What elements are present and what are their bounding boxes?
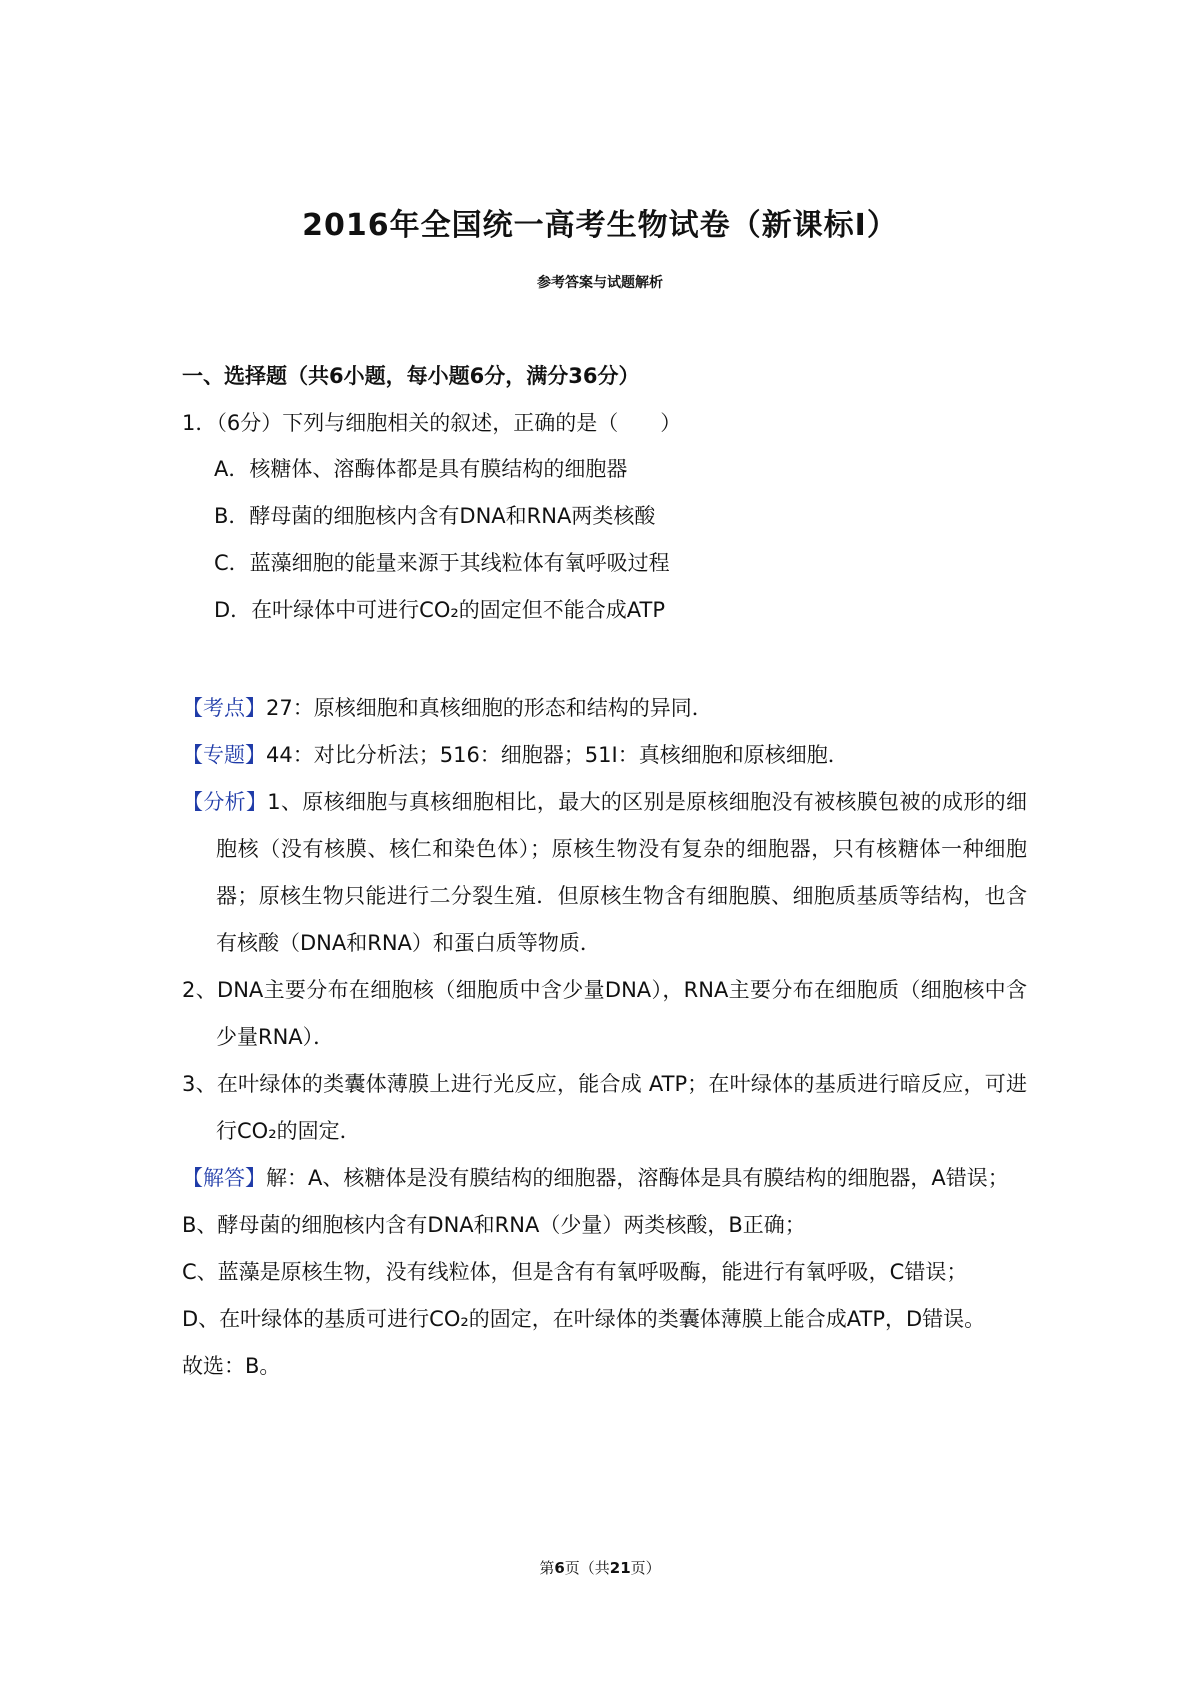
fenxi-text: 1、原核细胞与真核细胞相比，最大的区别是原核细胞没有被核膜包被的成形的细胞核（没有核膜、核仁和染色体）；原核生物没有复杂的细胞器，只有核糖体一种细胞器；原核生物只能进行二分裂生殖．但原核生物含有细胞膜、细胞质基质等结构，也含有核酸（DNA和RNA）和蛋白质等物质． xyxy=(216,790,1027,955)
zhuanti-paragraph xyxy=(182,732,1027,779)
zhuanti-tag: 【专题】 xyxy=(182,743,266,767)
option-d: D．在叶绿体中可进行CO₂的固定但不能合成ATP xyxy=(214,598,666,622)
explanation xyxy=(182,685,1027,1390)
analysis-point-3: 3、在叶绿体的类囊体薄膜上进行光反应，能合成 ATP；在叶绿体的基质进行暗反应，可进行CO₂的固定． xyxy=(182,1072,1027,1143)
footer-total-pages: 21 xyxy=(609,1559,631,1577)
question-options xyxy=(214,446,1059,634)
question-stem: 1．（6分）下列与细胞相关的叙述，正确的是（ ） xyxy=(182,411,682,435)
page-subtitle: 参考答案与试题解析 xyxy=(537,275,663,291)
section-heading: 一、选择题（共6小题，每小题6分，满分36分） xyxy=(182,364,640,388)
option-b: B．酵母菌的细胞核内含有DNA和RNA两类核酸 xyxy=(214,504,656,528)
option-c: C．蓝藻细胞的能量来源于其线粒体有氧呼吸过程 xyxy=(214,551,670,575)
page-title: 2016年全国统一高考生物试卷（新课标Ⅰ） xyxy=(302,208,898,243)
kaodian-text: 27：原核细胞和真核细胞的形态和结构的异同． xyxy=(266,696,713,720)
fenxi-tag: 【分析】 xyxy=(182,790,268,814)
kaodian-tag: 【考点】 xyxy=(182,696,266,720)
zhuanti-text: 44：对比分析法；516：细胞器；51I：真核细胞和原核细胞． xyxy=(266,743,849,767)
answer-b: B、酵母菌的细胞核内含有DNA和RNA（少量）两类核酸，B正确； xyxy=(182,1213,806,1237)
fenxi-paragraph xyxy=(182,779,1027,967)
page-footer xyxy=(0,1557,1200,1578)
footer-suffix: 页） xyxy=(630,1559,661,1577)
answer-c: C、蓝藻是原核生物，没有线粒体，但是含有有氧呼吸酶，能进行有氧呼吸，C错误； xyxy=(182,1260,968,1284)
jieda-tag: 【解答】 xyxy=(182,1166,266,1190)
footer-prefix: 第 xyxy=(539,1559,555,1577)
final-answer: 故选：B。 xyxy=(182,1354,281,1378)
answer-d: D、在叶绿体的基质可进行CO₂的固定，在叶绿体的类囊体薄膜上能合成ATP，D错误。 xyxy=(182,1307,986,1331)
option-a: A．核糖体、溶酶体都是具有膜结构的细胞器 xyxy=(214,457,628,481)
jieda-paragraph xyxy=(182,1155,1027,1202)
analysis-point-2: 2、DNA主要分布在细胞核（细胞质中含少量DNA），RNA主要分布在细胞质（细胞核中含少量RNA）． xyxy=(182,978,1027,1049)
kaodian-paragraph xyxy=(182,685,1027,732)
footer-mid: 页（共 xyxy=(564,1559,610,1577)
jieda-text: 解：A、核糖体是没有膜结构的细胞器，溶酶体是具有膜结构的细胞器，A错误； xyxy=(266,1166,1009,1190)
footer-page-number: 6 xyxy=(554,1559,565,1577)
